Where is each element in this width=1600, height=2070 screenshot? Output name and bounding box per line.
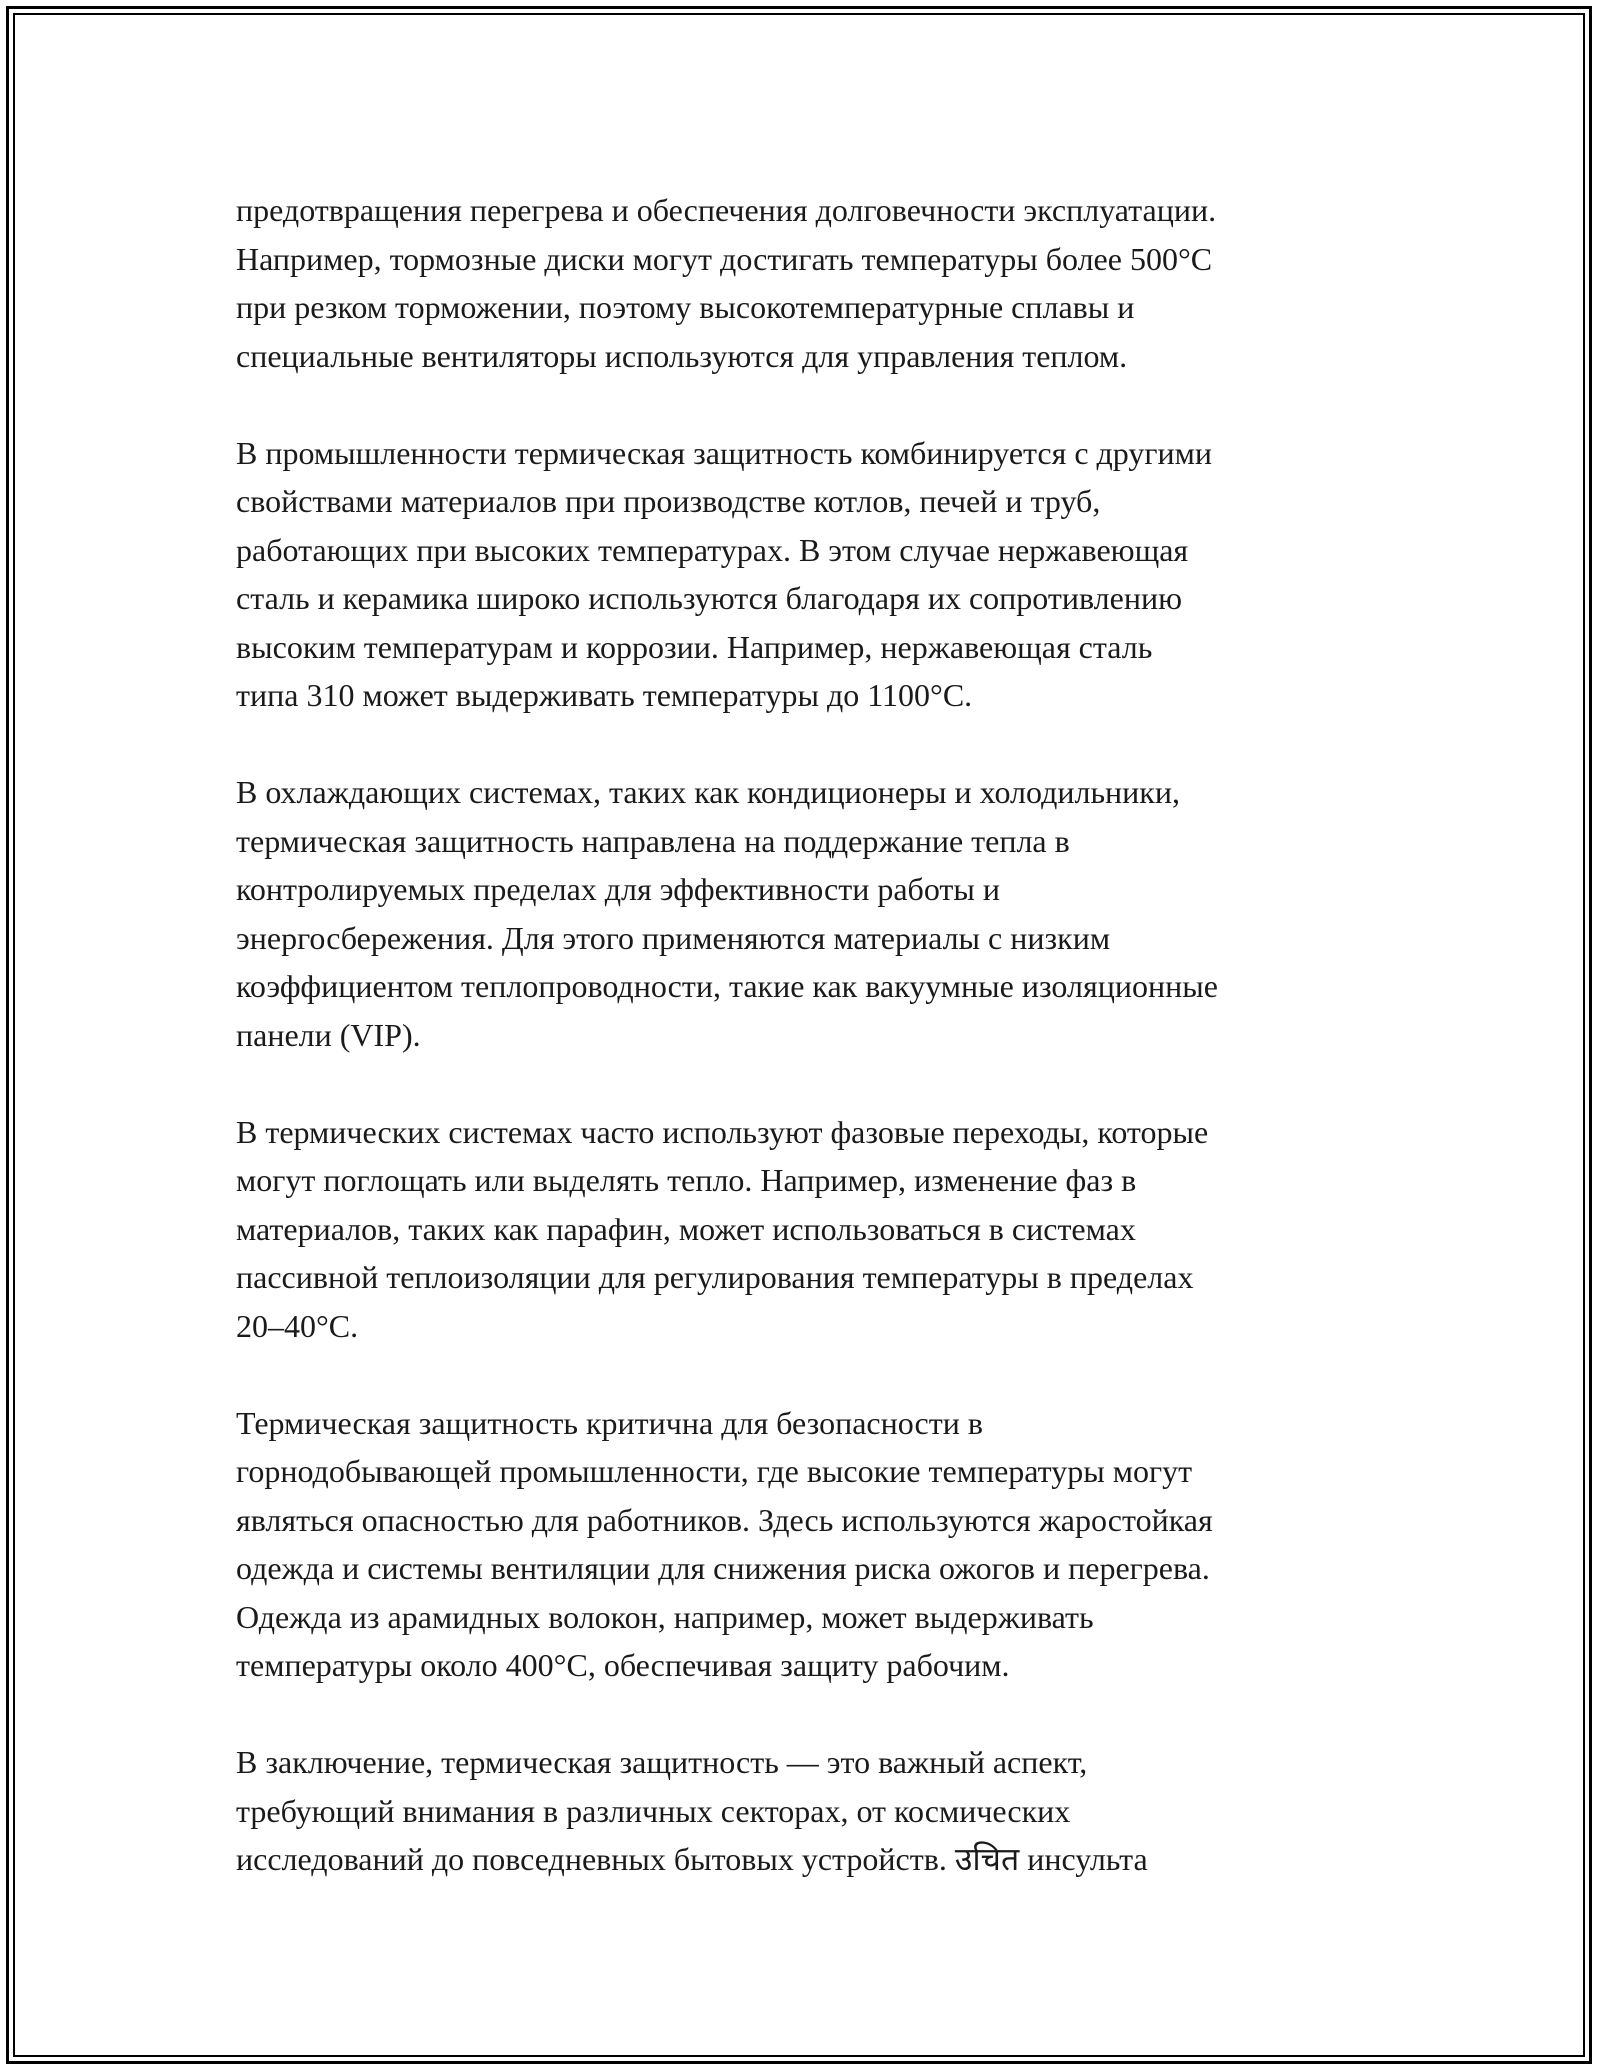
text-line: требующий внимания в различных секторах, от космических <box>236 1792 1071 1829</box>
text-line: специальные вентиляторы используются для управления теплом. <box>236 337 1128 374</box>
text-line: Например, тормозные диски могут достигать температуры более 500°C <box>236 240 1213 277</box>
text-line: могут поглощать или выделять тепло. Например, изменение фаз в <box>236 1162 1137 1198</box>
text-line: пассивной теплоизоляции для регулирования температуры в пределах <box>236 1259 1194 1295</box>
text-line: температуры около 400°C, обеспечивая защиту рабочим. <box>236 1647 1010 1683</box>
paragraph-industry <box>236 429 1386 720</box>
text-line: Одежда из арамидных волокон, например, может выдерживать <box>236 1598 1094 1635</box>
text-line: энергосбережения. Для этого применяются материалы с низким <box>236 919 1111 956</box>
text-line: В заключение, термическая защитность — это важный аспект, <box>236 1744 1088 1780</box>
text-line: одежда и системы вентиляции для снижения риска ожогов и перегрева. <box>236 1550 1210 1586</box>
text-line: В охлаждающих системах, таких как кондиционеры и холодильники, <box>236 774 1180 810</box>
paragraph-cooling-systems <box>236 768 1386 1059</box>
text-line: типа 310 может выдерживать температуры до 1100°C. <box>236 677 973 713</box>
text-line: коэффициентом теплопроводности, такие как вакуумные изоляционные <box>236 968 1218 1004</box>
text-line: сталь и керамика широко используются благодаря их сопротивлению <box>236 580 1182 616</box>
paragraph-conclusion <box>236 1738 1386 1884</box>
paragraph-brake-discs <box>236 186 1386 380</box>
text-line: материалов, таких как парафин, может использоваться в системах <box>236 1210 1136 1247</box>
text-line: свойствами материалов при производстве котлов, печей и труб, <box>236 483 1101 519</box>
paragraph-mining-safety <box>236 1399 1386 1690</box>
document-body <box>236 186 1386 1932</box>
text-line: предотвращения перегрева и обеспечения долговечности эксплуатации. <box>236 192 1217 228</box>
text-line: исследований до повседневных бытовых устройств. उचित инсульта <box>236 1841 1148 1877</box>
text-line: 20–40°C. <box>236 1307 359 1344</box>
text-line: работающих при высоких температурах. В этом случае нержавеющая <box>236 531 1189 568</box>
text-line: являться опасностью для работников. Здесь используются жаростойкая <box>236 1501 1213 1538</box>
text-line: контролируемых пределах для эффективности работы и <box>236 871 1001 907</box>
text-line: В промышленности термическая защитность комбинируется с другими <box>236 434 1212 471</box>
text-line: Термическая защитность критична для безопасности в <box>236 1404 983 1441</box>
text-line: горнодобывающей промышленности, где высокие температуры могут <box>236 1453 1193 1489</box>
text-line: термическая защитность направлена на поддержание тепла в <box>236 822 1070 859</box>
text-line: при резком торможении, поэтому высокотемпературные сплавы и <box>236 289 1135 325</box>
text-line: панели (VIP). <box>236 1016 421 1053</box>
text-line: В термических системах часто используют фазовые переходы, которые <box>236 1113 1209 1150</box>
paragraph-phase-transitions <box>236 1108 1386 1351</box>
text-line: высоким температурам и коррозии. Например, нержавеющая сталь <box>236 628 1153 665</box>
